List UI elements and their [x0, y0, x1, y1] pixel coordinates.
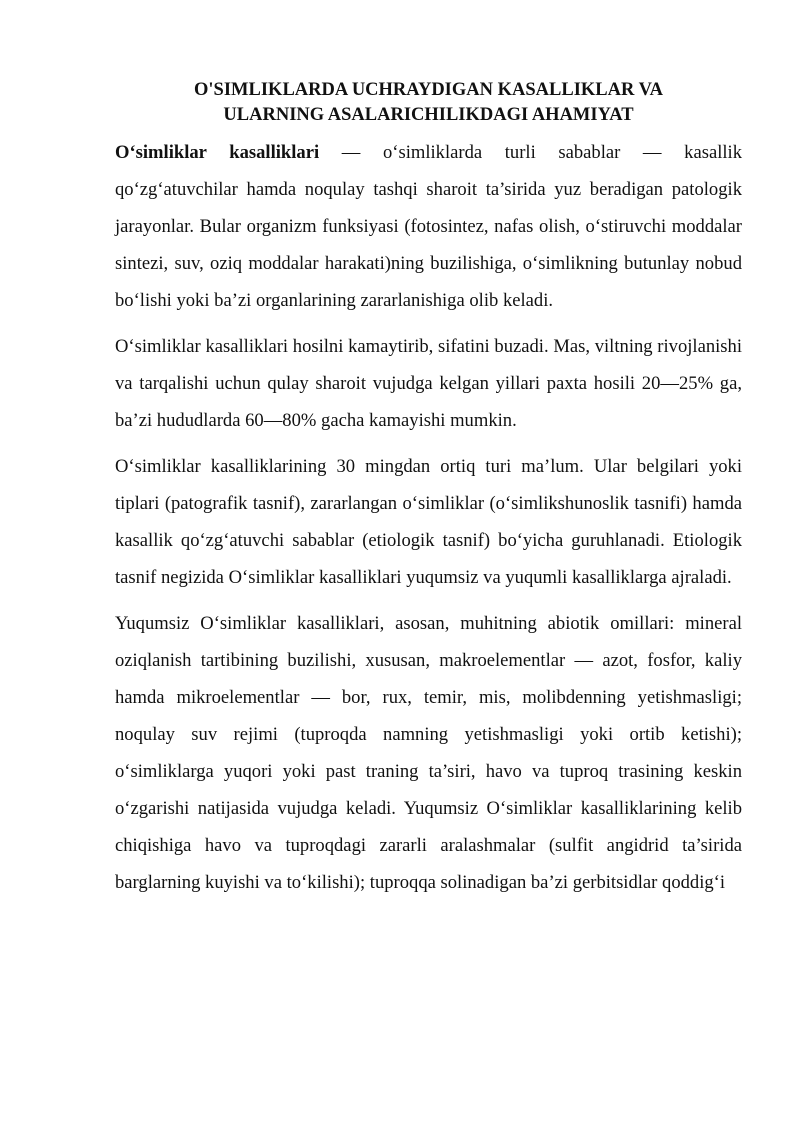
- title-line-1: O'SIMLIKLARDA UCHRAYDIGAN KASALLIKLAR VA: [194, 80, 663, 100]
- document-title: [115, 78, 742, 128]
- paragraph-yield-impact: O‘simliklar kasalliklari hosilni kamaytirib, sifatini buzadi. Mas, viltning rivojlanishi va tarqalishi uchun qulay sharoit vujudga kelgan yillari paxta hosili 20—25% ga, ba’zi hududlarda 60—80% gacha kamayishi mumkin.: [115, 336, 742, 431]
- title-line-2: ULARNING ASALARICHILIKDAGI AHAMIYAT: [223, 105, 634, 125]
- defined-term: O‘simliklar kasalliklari: [115, 142, 320, 163]
- paragraph-definition: [115, 134, 742, 319]
- paragraph-text: — o‘simliklarda turli sabablar — kasallik qo‘zg‘atuvchilar hamda noqulay tashqi sharoit ta’sirida yuz beradigan patologik jarayonlar. Bular organizm funksiyasi (fotosintez, nafas olish, o‘stiruvchi moddalar sintezi, suv, oziq moddalar harakati)ning buzilishiga, o‘simlikning butunlay nobud bo‘lishi yoki ba’zi organlarining zararlanishiga olib keladi.: [115, 142, 742, 311]
- paragraph-non-infectious: Yuqumsiz O‘simliklar kasalliklari, asosan, muhitning abiotik omillari: mineral oziqlanish tartibining buzilishi, xususan, makroelementlar — azot, fosfor, kaliy hamda mikroelementlar — bor, rux, temir, mis, molibdenning yetishmasligi; noqulay suv rejimi (tuproqda namning yetishmasligi yoki ortib ketishi); o‘simliklarga yuqori yoki past traning ta’siri, havo va tuproq trasining keskin o‘zgarishi natijasida vujudga keladi. Yuqumsiz O‘simliklar kasalliklarining kelib chiqishiga havo va tuproqdagi zararli aralashmalar (sulfit angidrid ta’sirida barglarning kuyishi va to‘kilishi); tuproqqa solinadigan ba’zi gerbitsidlar qoddig‘i: [115, 613, 742, 893]
- paragraph-classification: O‘simliklar kasalliklarining 30 mingdan ortiq turi ma’lum. Ular belgilari yoki tiplari (patografik tasnif), zararlangan o‘simliklar (o‘simlikshunoslik tasnifi) hamda kasallik qo‘zg‘atuvchi sabablar (etiologik tasnif) bo‘yicha guruhlanadi. Etiologik tasnif negizida O‘simliklar kasalliklari yuqumsiz va yuqumli kasalliklarga ajraladi.: [115, 456, 742, 588]
